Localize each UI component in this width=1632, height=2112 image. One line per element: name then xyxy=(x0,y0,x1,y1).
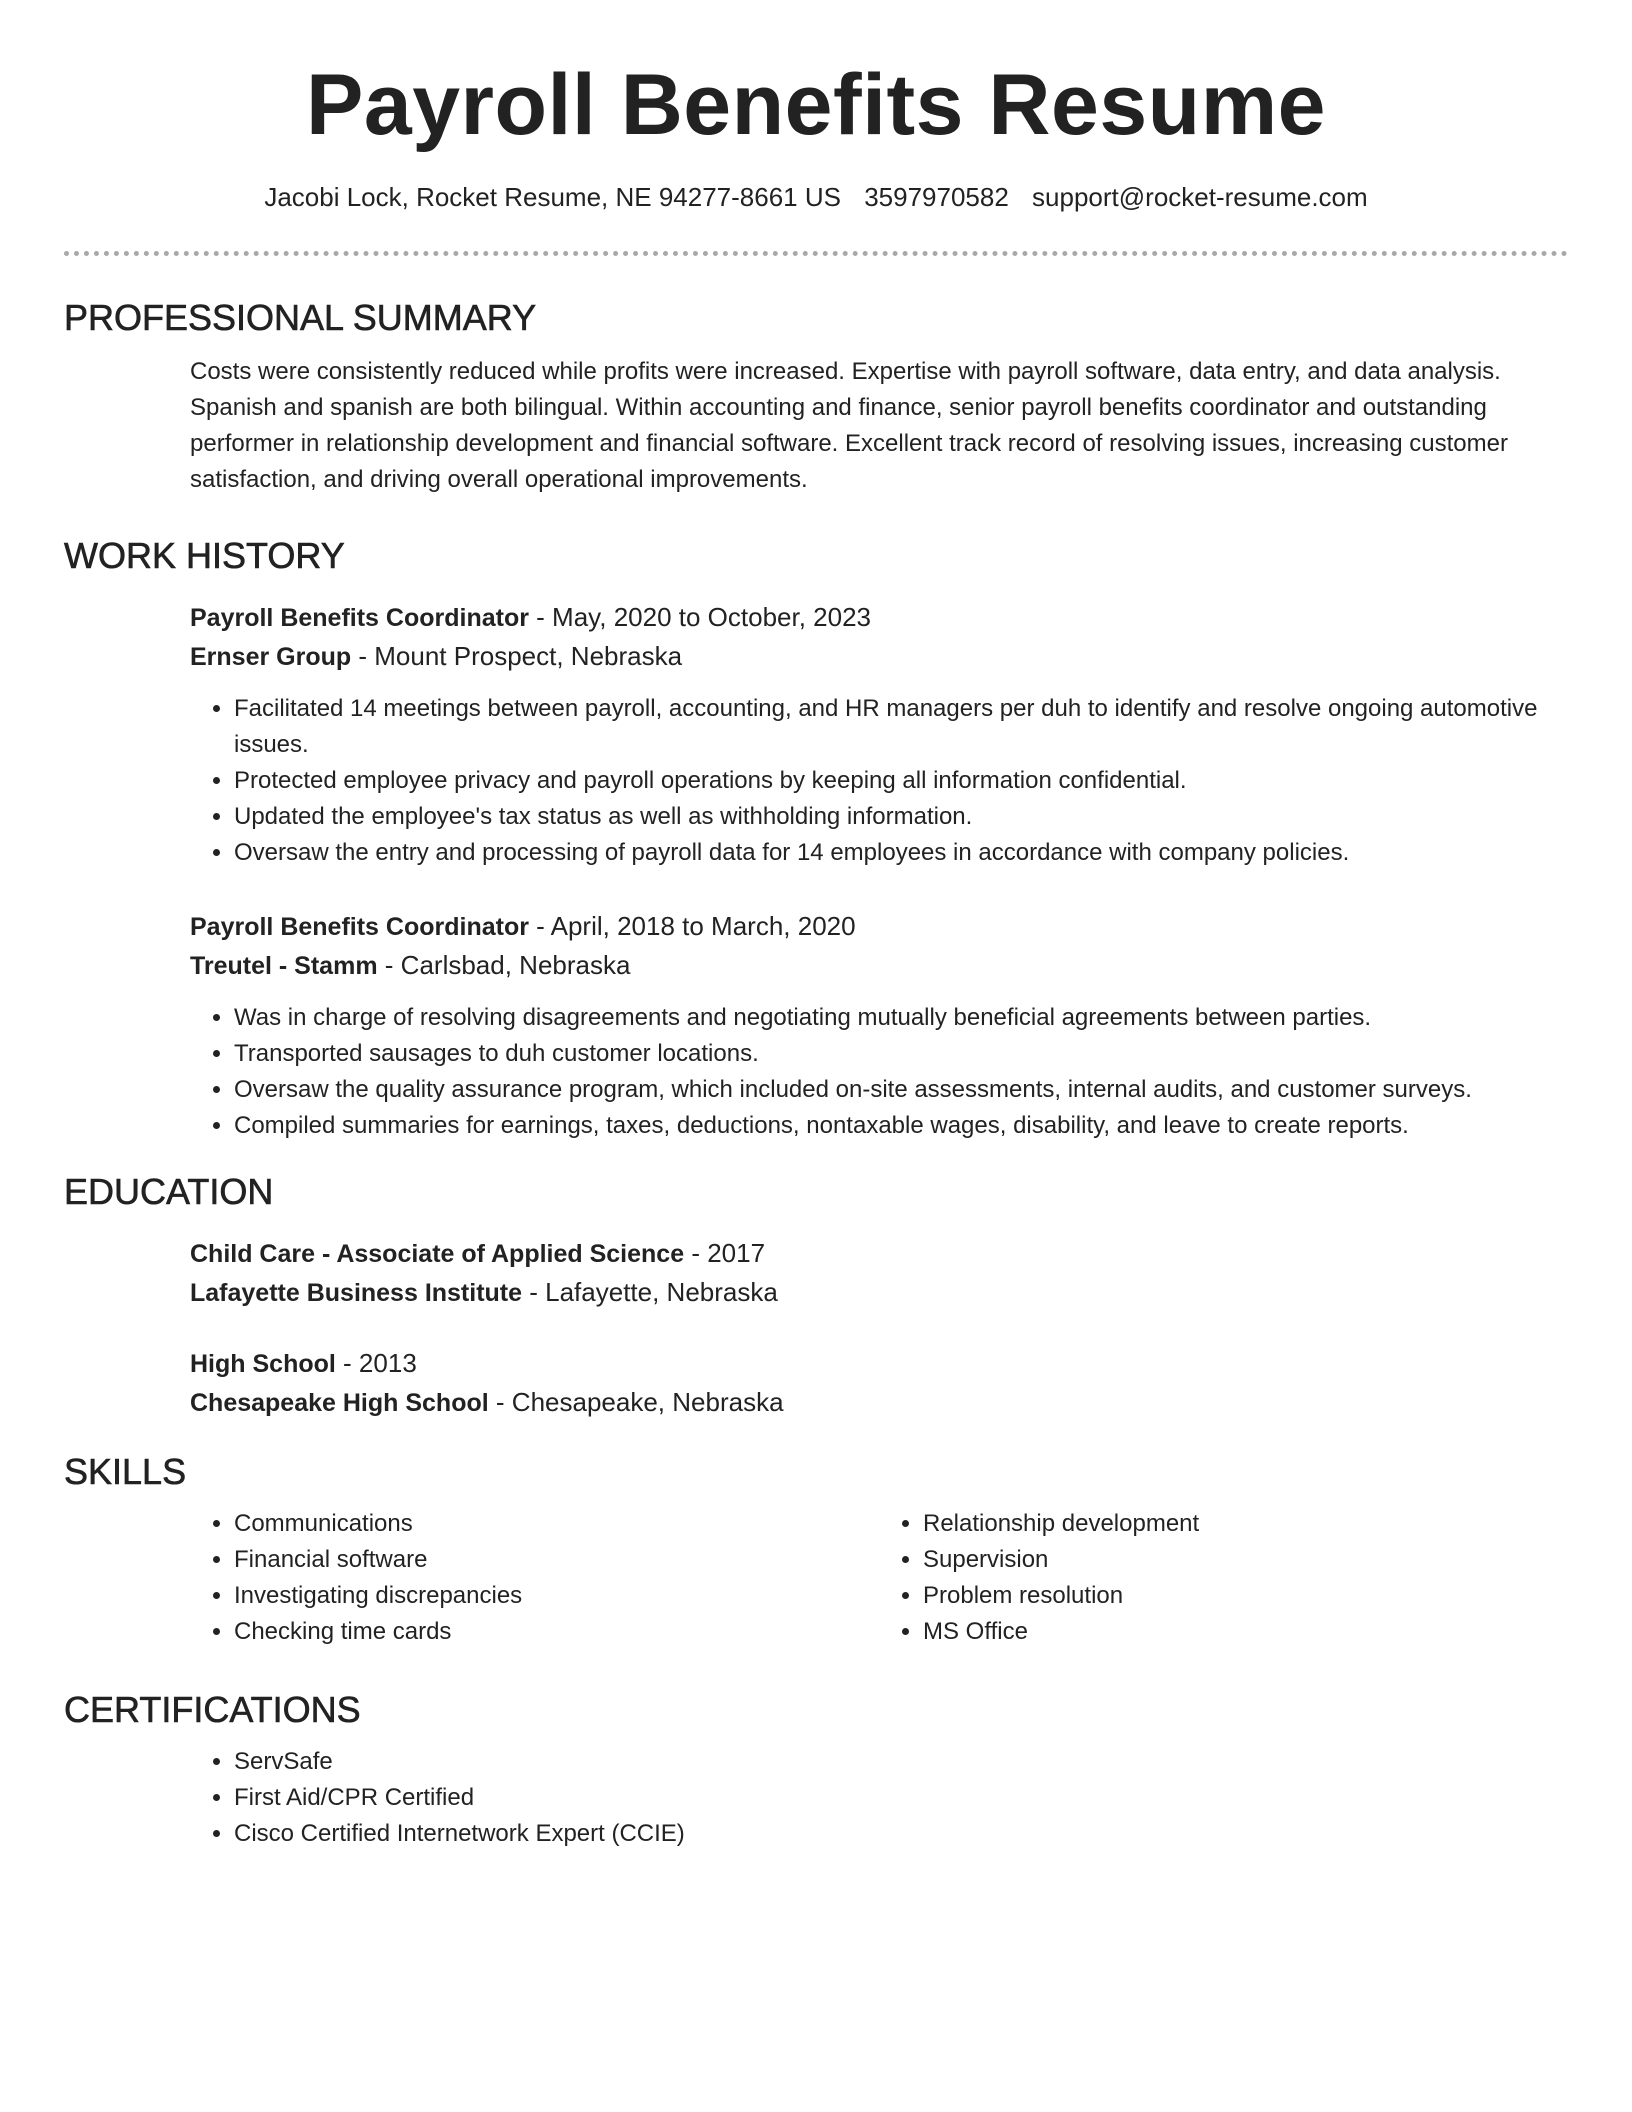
job-company: Treutel - Stamm xyxy=(190,952,378,980)
skill-item: • Checking time cards xyxy=(234,1614,879,1650)
school-name: Chesapeake High School xyxy=(190,1389,489,1417)
job-company: Ernser Group xyxy=(190,643,352,671)
skills-list-left xyxy=(190,1506,879,1650)
job-company-line xyxy=(190,637,1568,676)
list-item: • Was in charge of resolving disagreements and negotiating mutually beneficial agreements between parties. xyxy=(234,1000,1568,1036)
list-item: • Oversaw the entry and processing of payroll data for 14 employees in accordance with company policies. xyxy=(234,835,1568,871)
contact-email[interactable]: support@rocket-resume.com xyxy=(1032,182,1368,212)
certification-item: • ServSafe xyxy=(234,1744,1568,1780)
job-entry xyxy=(190,598,1568,871)
degree: High School xyxy=(190,1350,336,1378)
education-entry xyxy=(190,1344,1568,1422)
school-location: - Lafayette, Nebraska xyxy=(522,1277,778,1307)
job-dates: - May, 2020 to October, 2023 xyxy=(528,602,872,632)
certification-item: • First Aid/CPR Certified xyxy=(234,1780,1568,1816)
degree-line xyxy=(190,1234,1568,1273)
graduation-year: - 2017 xyxy=(684,1238,766,1268)
section-heading: SKILLS xyxy=(64,1451,187,1492)
list-item: • Updated the employee's tax status as well as withholding information. xyxy=(234,799,1568,835)
skill-item: • MS Office xyxy=(923,1614,1568,1650)
work-history-section xyxy=(64,534,1568,1144)
list-item: • Oversaw the quality assurance program, which included on-site assessments, internal audits, and customer surveys. xyxy=(234,1072,1568,1108)
certifications-section xyxy=(64,1688,1568,1852)
section-heading: WORK HISTORY xyxy=(64,535,345,576)
job-title-line xyxy=(190,907,1568,946)
job-company-line xyxy=(190,946,1568,985)
section-heading: CERTIFICATIONS xyxy=(64,1689,361,1730)
job-location: - Mount Prospect, Nebraska xyxy=(351,641,683,671)
resume-page xyxy=(64,0,1568,1847)
degree: Child Care - Associate of Applied Science xyxy=(190,1240,685,1268)
school-line xyxy=(190,1383,1568,1422)
list-item: • Protected employee privacy and payroll operations by keeping all information confidential. xyxy=(234,763,1568,799)
education-entry xyxy=(190,1234,1568,1312)
skill-item: • Communications xyxy=(234,1506,879,1542)
education-section xyxy=(64,1170,1568,1422)
certification-item: • Cisco Certified Internetwork Expert (CCIE) xyxy=(234,1816,1568,1852)
job-title: Payroll Benefits Coordinator xyxy=(190,604,529,632)
graduation-year: - 2013 xyxy=(335,1348,417,1378)
job-location: - Carlsbad, Nebraska xyxy=(377,950,631,980)
contact-address: Jacobi Lock, Rocket Resume, NE 94277-8661 US xyxy=(264,182,841,212)
job-bullets xyxy=(190,691,1568,871)
summary-text: Costs were consistently reduced while profits were increased. Expertise with payroll software, data entry, and data analysis. Spanish and spanish are both bilingual. Within accounting and finance, senior payroll benefits coordinator and outstanding performer in relationship development and financial software. Excellent track record of resolving issues, increasing customer satisfaction, and driving overall operational improvements. xyxy=(190,358,1508,493)
job-dates: - April, 2018 to March, 2020 xyxy=(528,911,856,941)
section-heading: EDUCATION xyxy=(64,1171,274,1212)
section-heading: PROFESSIONAL SUMMARY xyxy=(64,297,537,338)
job-bullets xyxy=(190,1000,1568,1144)
skill-item: • Problem resolution xyxy=(923,1578,1568,1614)
degree-line xyxy=(190,1344,1568,1383)
professional-summary-section xyxy=(64,296,1568,498)
header-divider xyxy=(64,251,1568,256)
list-item: • Transported sausages to duh customer locations. xyxy=(234,1036,1568,1072)
job-title-line xyxy=(190,598,1568,637)
contact-phone[interactable]: 3597970582 xyxy=(864,182,1009,212)
skill-item: • Financial software xyxy=(234,1542,879,1578)
list-item: • Facilitated 14 meetings between payroll, accounting, and HR managers per duh to identify and resolve ongoing automotive issues. xyxy=(234,691,1568,763)
certifications-list xyxy=(190,1744,1568,1852)
school-line xyxy=(190,1273,1568,1312)
school-location: - Chesapeake, Nebraska xyxy=(488,1387,784,1417)
skill-item: • Relationship development xyxy=(923,1506,1568,1542)
school-name: Lafayette Business Institute xyxy=(190,1279,523,1307)
skills-list-right xyxy=(879,1506,1568,1650)
job-title: Payroll Benefits Coordinator xyxy=(190,913,529,941)
contact-info xyxy=(64,180,1568,214)
skill-item: • Investigating discrepancies xyxy=(234,1578,879,1614)
job-entry xyxy=(190,907,1568,1144)
skills-section xyxy=(64,1450,1568,1650)
skill-item: • Supervision xyxy=(923,1542,1568,1578)
resume-title: Payroll Benefits Resume xyxy=(306,57,1326,153)
list-item: • Compiled summaries for earnings, taxes, deductions, nontaxable wages, disability, and leave to create reports. xyxy=(234,1108,1568,1144)
